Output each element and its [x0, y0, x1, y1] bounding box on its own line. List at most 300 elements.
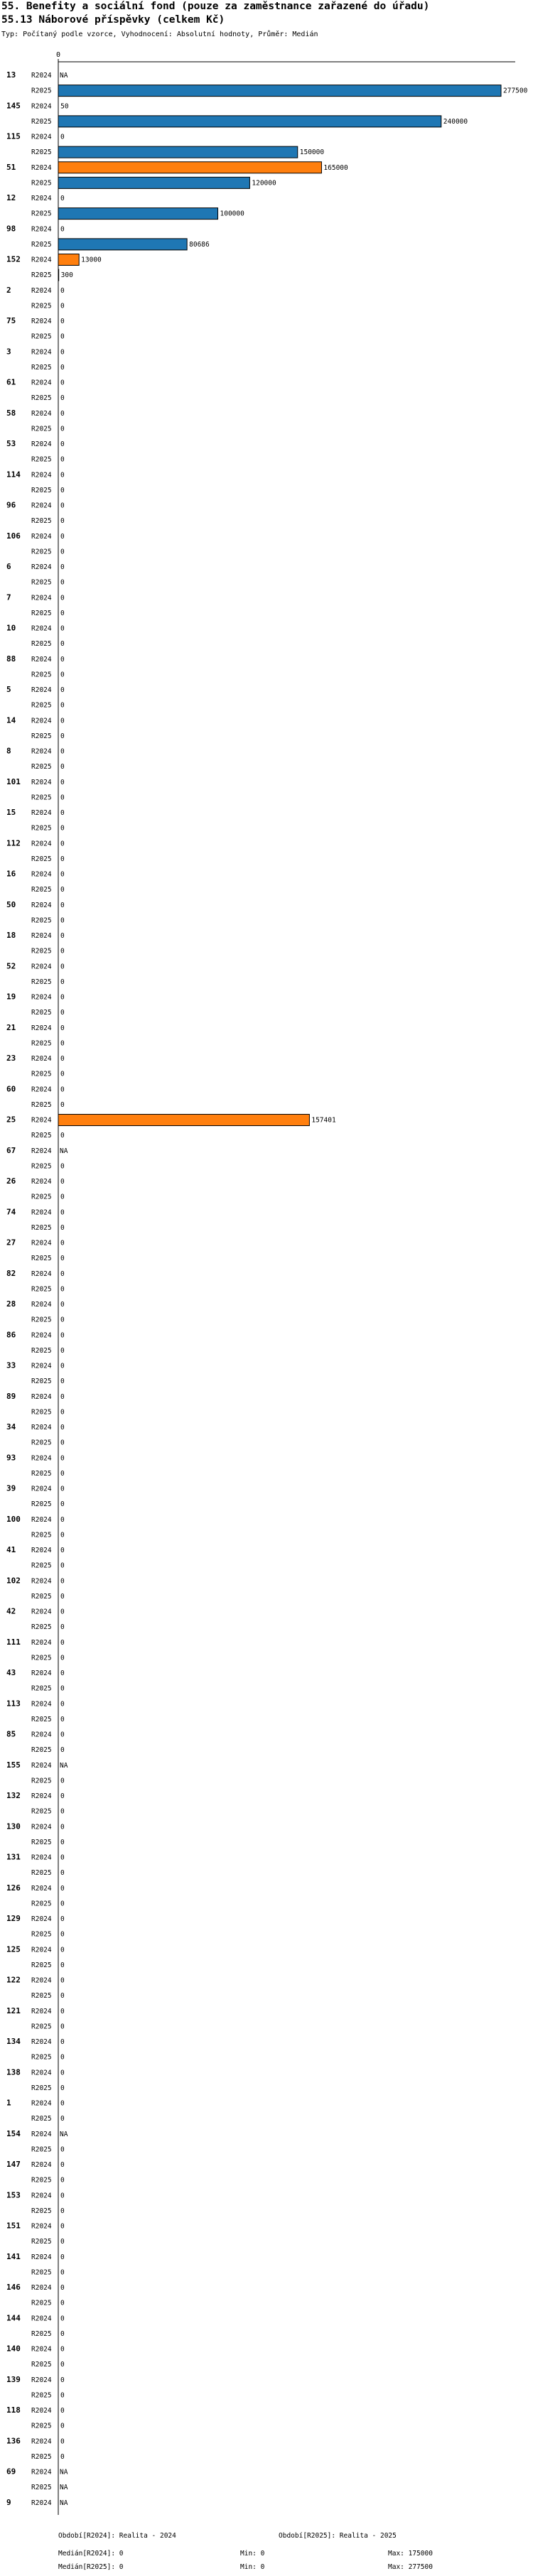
series-label: R2024	[31, 2437, 52, 2446]
series-label: R2025	[31, 1469, 52, 1478]
series-label: R2024	[31, 1669, 52, 1677]
data-label: 0	[60, 870, 65, 879]
series-label: R2025	[31, 701, 52, 710]
series-label: R2025	[31, 363, 52, 372]
category-label: 13	[6, 70, 16, 80]
series-label: R2025	[31, 1592, 52, 1601]
series-label: R2025	[31, 1316, 52, 1324]
data-label: 0	[60, 2391, 65, 2400]
data-label: 0	[60, 2284, 65, 2292]
series-label: R2024	[31, 2376, 52, 2384]
series-label: R2024	[31, 440, 52, 448]
data-label: 0	[60, 379, 65, 387]
series-label: R2024	[31, 1331, 52, 1340]
series-label: R2025	[31, 2391, 52, 2400]
category-label: 140	[6, 2344, 21, 2354]
category-label: 98	[6, 224, 16, 234]
data-label: 0	[60, 2422, 65, 2430]
data-label: 0	[60, 455, 65, 464]
series-label: R2025	[31, 916, 52, 925]
data-label: 0	[60, 1223, 65, 1232]
series-label: R2025	[31, 2207, 52, 2215]
series-label: R2024	[31, 471, 52, 480]
category-label: 43	[6, 1668, 16, 1677]
data-label: 0	[60, 2315, 65, 2323]
series-label: R2025	[31, 1346, 52, 1355]
series-label: R2025	[31, 332, 52, 341]
data-label: 0	[60, 2407, 65, 2415]
series-label: R2024	[31, 102, 52, 111]
series-label: R2025	[31, 210, 52, 218]
series-label: R2025	[31, 1869, 52, 1878]
category-label: 15	[6, 808, 16, 817]
category-label: 96	[6, 500, 16, 510]
category-label: 9	[6, 2497, 11, 2507]
series-label: R2025	[31, 87, 52, 95]
data-label: 240000	[443, 117, 468, 126]
data-label: 0	[60, 1193, 65, 1201]
data-label: 0	[60, 2069, 65, 2077]
series-label: R2025	[31, 1654, 52, 1662]
data-label: 0	[60, 1669, 65, 1677]
series-label: R2024	[31, 1638, 52, 1647]
category-label: 141	[6, 2251, 21, 2261]
category-label: 88	[6, 654, 16, 664]
data-label: 0	[60, 133, 65, 141]
data-label: 0	[60, 2253, 65, 2261]
data-label: 0	[60, 1070, 65, 1078]
series-label: R2024	[31, 133, 52, 141]
category-label: 10	[6, 623, 16, 633]
data-label: 0	[60, 332, 65, 341]
series-label: R2025	[31, 2115, 52, 2123]
series-label: R2025	[31, 1531, 52, 1539]
series-label: R2025	[31, 1408, 52, 1417]
data-label: 0	[60, 609, 65, 617]
series-label: R2024	[31, 1454, 52, 1463]
data-label: NA	[60, 1147, 68, 1155]
bar	[58, 116, 441, 127]
category-label: 101	[6, 776, 21, 786]
series-label: R2024	[31, 717, 52, 725]
series-label: R2024	[31, 809, 52, 817]
data-label: 0	[60, 2329, 65, 2338]
series-label: R2025	[31, 1838, 52, 1846]
series-label: R2024	[31, 1424, 52, 1432]
category-label: 153	[6, 2190, 21, 2200]
data-label: 0	[60, 1100, 65, 1109]
data-label: 0	[60, 1454, 65, 1463]
data-label	[60, 2514, 68, 2515]
category-label: 34	[6, 1422, 16, 1432]
category-label: 33	[6, 1360, 16, 1370]
series-label: R2024	[31, 1208, 52, 1217]
series-label: R2025	[31, 1807, 52, 1816]
category-label: 93	[6, 1453, 16, 1463]
series-label: R2024	[31, 348, 52, 357]
data-label: 0	[60, 1807, 65, 1816]
bar	[58, 146, 298, 158]
data-label: 0	[60, 1331, 65, 1340]
series-label: R2024	[31, 72, 52, 80]
data-label: 0	[60, 1208, 65, 1217]
data-label: 0	[60, 1162, 65, 1171]
stat-median-2025: Medián[R2025]: 0	[58, 2563, 124, 2571]
series-label: R2025	[31, 578, 52, 587]
series-label: R2025	[31, 1746, 52, 1755]
data-label: NA	[60, 2468, 68, 2477]
series-label: R2024	[31, 2345, 52, 2354]
series-label: R2024	[31, 624, 52, 633]
category-label: 122	[6, 1975, 21, 1985]
data-label: 0	[60, 348, 65, 357]
category-label: 1	[6, 2098, 11, 2108]
data-label: 0	[60, 1946, 65, 1954]
data-label: 0	[60, 1700, 65, 1709]
category-label: 121	[6, 2006, 21, 2015]
bar	[58, 1115, 309, 1126]
category-label: 111	[6, 1637, 21, 1647]
category-label: 144	[6, 2313, 21, 2323]
category-label: 125	[6, 1944, 21, 1954]
series-label: R2025	[31, 548, 52, 556]
series-label: R2025	[31, 1162, 52, 1171]
data-label: 0	[60, 1577, 65, 1586]
data-label: 0	[60, 1961, 65, 1969]
series-label: R2024	[31, 286, 52, 295]
series-label: R2025	[31, 1223, 52, 1232]
data-label: NA	[60, 2484, 68, 2492]
data-label: 0	[60, 686, 65, 694]
category-label: 82	[6, 1268, 16, 1278]
data-label: 0	[60, 1684, 65, 1693]
category-label: 51	[6, 162, 16, 172]
data-label: 0	[60, 901, 65, 909]
series-label: R2024	[31, 1086, 52, 1094]
data-label: 0	[60, 302, 65, 310]
data-label: 0	[60, 886, 65, 894]
category-label: 7	[6, 592, 11, 602]
series-label: R2025	[31, 640, 52, 649]
data-label: 0	[60, 1132, 65, 1140]
series-label: R2025	[31, 1378, 52, 1386]
series-label: R2025	[31, 517, 52, 526]
data-label: 0	[60, 840, 65, 848]
category-label: 67	[6, 1145, 16, 1155]
series-label: R2025	[31, 1255, 52, 1263]
series-label: R2025	[31, 1132, 52, 1140]
data-label: 0	[60, 1500, 65, 1509]
series-label: R2024	[31, 1024, 52, 1032]
series-label: R2025	[31, 1684, 52, 1693]
data-label: 0	[60, 717, 65, 725]
data-label: 0	[60, 2053, 65, 2062]
series-label: R2024	[31, 655, 52, 664]
bar	[58, 239, 187, 250]
category-label: 86	[6, 1330, 16, 1340]
category-label: 147	[6, 2160, 21, 2169]
category-label: 129	[6, 1914, 21, 1923]
category-label: 74	[6, 1207, 16, 1217]
category-label: 26	[6, 1176, 16, 1186]
series-label: R2025	[31, 855, 52, 863]
data-label: 0	[60, 2299, 65, 2307]
series-label: R2024	[31, 1547, 52, 1554]
series-label: R2025	[31, 2145, 52, 2154]
data-label: 0	[60, 1869, 65, 1878]
series-label: R2024	[31, 1761, 52, 1770]
series-label: R2025	[31, 732, 52, 740]
data-label: 0	[60, 2238, 65, 2246]
data-label: 150000	[299, 148, 325, 157]
data-label: 0	[60, 963, 65, 971]
category-label: 41	[6, 1545, 16, 1554]
data-label: 0	[60, 1392, 65, 1401]
category-label: 118	[6, 2405, 21, 2415]
category-label: 50	[6, 899, 16, 909]
series-label: R2025	[31, 671, 52, 679]
data-label: 0	[60, 1562, 65, 1570]
data-label: 0	[60, 2361, 65, 2369]
category-label: 134	[6, 2037, 21, 2046]
category-label: 5	[6, 685, 11, 694]
data-label: NA	[60, 2499, 68, 2507]
category-label: 28	[6, 1299, 16, 1309]
series-label: R2024	[31, 1239, 52, 1248]
category-label: 113	[6, 1699, 21, 1709]
category-label: 2	[6, 285, 11, 295]
data-label: 0	[60, 1485, 65, 1493]
series-label: R2024	[31, 2407, 52, 2415]
data-label: 0	[60, 2099, 65, 2108]
data-label: 0	[60, 1009, 65, 1017]
series-label: R2025	[31, 1900, 52, 1908]
category-label: 126	[6, 1883, 21, 1893]
chart-title: 55.13 Náborové příspěvky (celkem Kč)	[1, 14, 225, 26]
series-label: R2025	[31, 947, 52, 956]
data-label: 0	[60, 2176, 65, 2185]
category-label: 18	[6, 931, 16, 940]
series-label: R2024	[31, 2038, 52, 2046]
data-label: 0	[60, 1654, 65, 1662]
data-label: 0	[60, 1424, 65, 1432]
series-label: R2025	[31, 1715, 52, 1723]
series-label: R2024	[31, 1485, 52, 1493]
data-label: 0	[60, 1531, 65, 1539]
series-label: R2025	[31, 117, 52, 126]
series-label: R2025	[31, 2084, 52, 2092]
data-label: 0	[60, 2268, 65, 2277]
data-label: 0	[60, 2452, 65, 2461]
data-label: 0	[60, 502, 65, 510]
series-label: R2025	[31, 2176, 52, 2185]
series-label: R2025	[31, 1930, 52, 1939]
data-label: 0	[60, 824, 65, 833]
data-label: 0	[60, 363, 65, 372]
series-label: R2025	[31, 1100, 52, 1109]
category-label: 152	[6, 254, 21, 264]
series-label: R2025	[31, 1777, 52, 1785]
data-label: 0	[60, 1915, 65, 1923]
stat-max-2025: Max: 277500	[388, 2563, 433, 2571]
data-label: 0	[60, 1547, 65, 1554]
series-label: R2024	[31, 932, 52, 940]
data-label: 0	[60, 2161, 65, 2169]
data-label: 0	[60, 1930, 65, 1939]
category-label: 106	[6, 531, 21, 541]
data-label: 0	[60, 809, 65, 817]
data-label: 0	[60, 1608, 65, 1616]
data-label: 0	[60, 1285, 65, 1294]
data-label: 0	[60, 1715, 65, 1723]
category-label: 27	[6, 1238, 16, 1248]
series-label: R2024	[31, 502, 52, 510]
data-label: 0	[60, 640, 65, 649]
data-label: 300	[60, 271, 73, 280]
series-label: R2024	[31, 1301, 52, 1309]
data-label: 277500	[503, 87, 528, 95]
data-label: 0	[60, 1623, 65, 1632]
data-label: 0	[60, 1900, 65, 1908]
series-label: R2025	[31, 2452, 52, 2461]
data-label: 0	[60, 425, 65, 433]
series-label: R2025	[31, 609, 52, 617]
category-label: 138	[6, 2067, 21, 2077]
category-label: 61	[6, 377, 16, 387]
series-label: R2024	[31, 1608, 52, 1616]
series-label: R2025	[31, 2299, 52, 2307]
series-label: R2024	[31, 1392, 52, 1401]
data-label: 0	[60, 1777, 65, 1785]
category-label: 146	[6, 2283, 21, 2292]
series-label: R2024	[31, 1116, 52, 1125]
series-label: R2025	[31, 455, 52, 464]
category-label: 114	[6, 470, 21, 480]
data-label: 0	[60, 2192, 65, 2200]
bar	[58, 177, 249, 188]
series-label: R2025	[31, 1039, 52, 1048]
page-title: 55. Benefity a sociální fond (pouze za zaměstnance zařazené do úřadu)	[1, 1, 430, 12]
series-label: R2024	[31, 409, 52, 418]
series-label: R2024	[31, 993, 52, 1002]
x-tick-label: 0	[56, 51, 61, 59]
series-label: R2024	[31, 1515, 52, 1524]
data-label: 0	[60, 1838, 65, 1846]
category-label: 154	[6, 2128, 21, 2138]
series-label: R2024	[31, 1270, 52, 1278]
data-label: 165000	[323, 163, 348, 172]
data-label: 0	[60, 1378, 65, 1386]
data-label: 0	[60, 655, 65, 664]
series-label: R2025	[31, 179, 52, 188]
category-label: 58	[6, 408, 16, 418]
category-label: 6	[6, 562, 11, 571]
bar	[58, 269, 59, 281]
data-label: 13000	[81, 256, 102, 264]
data-label: 0	[60, 947, 65, 956]
data-label: 0	[60, 747, 65, 756]
series-label: R2024	[31, 2253, 52, 2261]
data-label: 0	[60, 2007, 65, 2015]
category-label: 112	[6, 838, 21, 848]
category-label: 42	[6, 1606, 16, 1616]
category-label: 8	[6, 746, 11, 756]
data-label: 0	[60, 701, 65, 710]
series-label: R2025	[31, 1623, 52, 1632]
series-label: R2024	[31, 2069, 52, 2077]
data-label: NA	[60, 1761, 68, 1770]
data-label: 0	[60, 225, 65, 234]
data-label: 0	[60, 1024, 65, 1032]
category-label: 3	[6, 347, 11, 357]
data-label: 0	[60, 1178, 65, 1186]
series-label: R2025	[31, 1439, 52, 1447]
data-label: 0	[60, 1976, 65, 1985]
legend-period-2024: Období[R2024]: Realita - 2024	[58, 2532, 176, 2540]
data-label: 0	[60, 2145, 65, 2154]
category-label: 145	[6, 101, 21, 111]
data-label: 0	[60, 2084, 65, 2092]
data-label: 0	[60, 532, 65, 541]
data-label: 0	[60, 563, 65, 571]
series-label: R2024	[31, 1731, 52, 1739]
chart-meta: Typ: Počítaný podle vzorce, Vyhodnocení: Absolutní hodnoty, Průměr: Medián	[1, 31, 318, 38]
series-label: R2025	[31, 2422, 52, 2430]
data-label: 0	[60, 1239, 65, 1248]
data-label: 0	[60, 1346, 65, 1355]
category-label: 39	[6, 1483, 16, 1493]
data-label: NA	[60, 2130, 68, 2138]
data-label: 0	[60, 978, 65, 986]
data-label: 0	[60, 1823, 65, 1831]
data-label: NA	[60, 72, 68, 80]
category-label: 89	[6, 1391, 16, 1401]
category-label: 12	[6, 193, 16, 202]
series-label: R2025	[31, 2484, 52, 2492]
data-label: 0	[60, 1086, 65, 1094]
stat-min-2025: Min: 0	[240, 2563, 265, 2571]
series-label: R2025	[31, 2023, 52, 2031]
category-label: 23	[6, 1054, 16, 1063]
bar	[58, 85, 501, 97]
series-label: R2025	[31, 2329, 52, 2338]
data-label: 0	[60, 517, 65, 526]
category-label: 53	[6, 439, 16, 448]
series-label: R2024	[31, 2222, 52, 2231]
data-label: 0	[60, 548, 65, 556]
data-label: 0	[60, 993, 65, 1002]
category-label: 131	[6, 1852, 21, 1862]
series-label: R2025	[31, 978, 52, 986]
category-label: 60	[6, 1084, 16, 1094]
data-label: 0	[60, 409, 65, 418]
series-label: R2024	[31, 1976, 52, 1985]
series-label: R2025	[31, 486, 52, 494]
series-label: R2025	[31, 1961, 52, 1969]
data-label: 0	[60, 1055, 65, 1063]
series-label: R2024	[31, 225, 52, 234]
legend-period-2025: Období[R2025]: Realita - 2025	[279, 2532, 397, 2540]
series-label: R2024	[31, 379, 52, 387]
category-label: 21	[6, 1022, 16, 1032]
category-label: 85	[6, 1729, 16, 1739]
series-label: R2024	[31, 163, 52, 172]
series-label: R2025	[31, 886, 52, 894]
data-label: 0	[60, 1255, 65, 1263]
data-label: 0	[60, 1884, 65, 1893]
series-label: R2025	[31, 2053, 52, 2062]
data-label: 0	[60, 1638, 65, 1647]
